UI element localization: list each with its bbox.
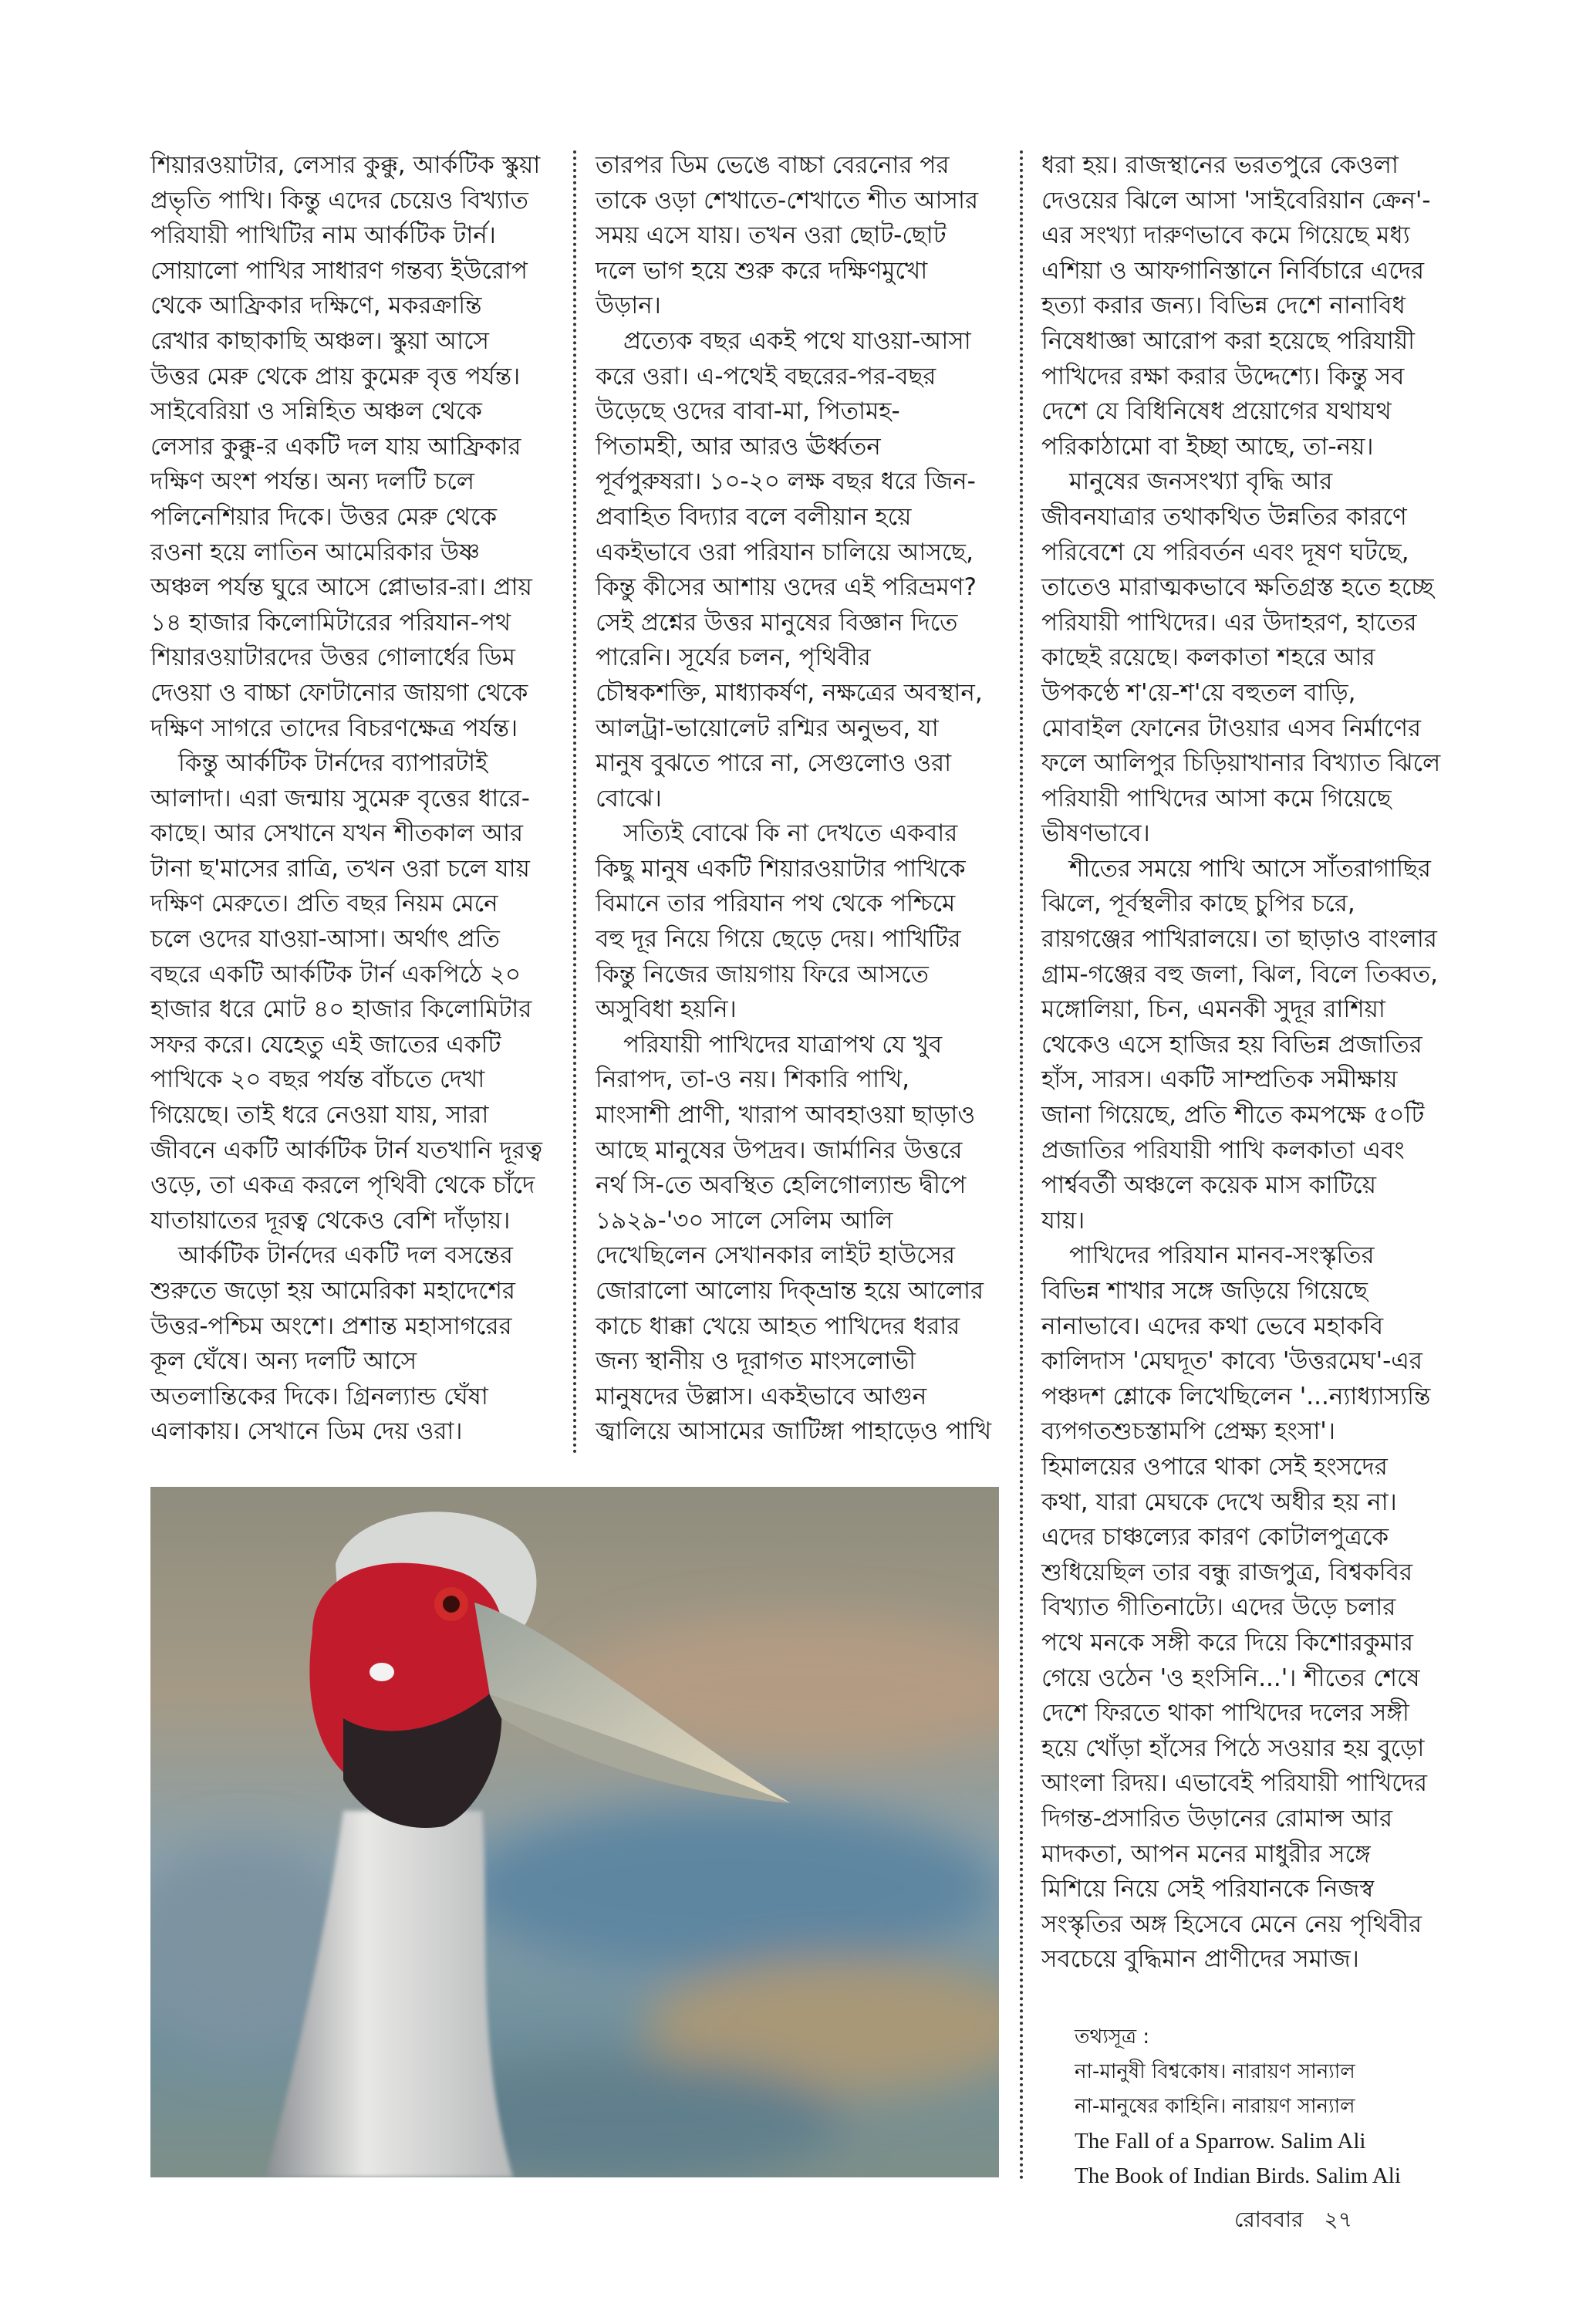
text-line: এশিয়া ও আফগানিস্তানে নির্বিচারে এদের bbox=[1041, 256, 1425, 285]
text-line: গ্রাম-গঞ্জের বহু জলা, ঝিল, বিলে তিব্বত, bbox=[1041, 960, 1438, 988]
text-line: সত্যিই বোঝে কি না দেখতে একবার bbox=[623, 819, 958, 848]
text-line: ১৯২৯-'৩০ সালে সেলিম আলি bbox=[596, 1206, 893, 1235]
text-line: মোবাইল ফোনের টাওয়ার এসব নির্মাণের bbox=[1041, 714, 1422, 742]
text-line: গিয়েছে। তাই ধরে নেওয়া যায়, সারা bbox=[150, 1101, 489, 1130]
text-line: এর সংখ্যা দারুণভাবে কমে গিয়েছে মধ্য bbox=[1041, 221, 1410, 250]
text-line: মানুষদের উল্লাস। একইভাবে আগুন bbox=[596, 1382, 927, 1410]
text-line: আছে মানুষের উপদ্রব। জার্মানির উত্তরে bbox=[596, 1136, 963, 1164]
text-line: মানুষের জনসংখ্যা বৃদ্ধি আর bbox=[1069, 468, 1333, 496]
text-line: করে ওরা। এ-পথেই বছরের-পর-বছর bbox=[596, 362, 936, 390]
text-line: কিন্তু নিজের জায়গায় ফিরে আসতে bbox=[596, 960, 929, 988]
text-line: গেয়ে ওঠেন 'ও হংসিনি...'। শীতের শেষে bbox=[1041, 1664, 1420, 1692]
text-line: আংলা রিদয়। এভাবেই পরিযায়ী পাখিদের bbox=[1041, 1769, 1428, 1798]
article-column-3 bbox=[1041, 148, 1446, 1978]
article-column-2 bbox=[596, 148, 1001, 1450]
text-line: কথা, যারা মেঘকে দেখে অধীর হয় না। bbox=[1041, 1488, 1397, 1516]
text-line: নর্থ সি-তে অবস্থিত হেলিগোল্যান্ড দ্বীপে bbox=[596, 1171, 967, 1200]
page-footer bbox=[1234, 2203, 1366, 2239]
text-line: লেসার কুক্কু-র একটি দল যায় আফ্রিকার bbox=[150, 432, 521, 461]
text-line: পাখিদের পরিযান মানব-সংস্কৃতির bbox=[1069, 1241, 1375, 1270]
reference-item: The Fall of a Sparrow. Salim Ali bbox=[1075, 2129, 1366, 2153]
text-line: দক্ষিণ মেরুতে। প্রতি বছর নিয়ম মেনে bbox=[150, 890, 498, 918]
text-line: শুরুতে জড়ো হয় আমেরিকা মহাদেশের bbox=[150, 1277, 515, 1305]
text-line: উত্তর মেরু থেকে প্রায় কুমেরু বৃত্ত পর্যন্ত। bbox=[150, 362, 521, 390]
text-line: দক্ষিণ অংশ পর্যন্ত। অন্য দলটি চলে bbox=[150, 468, 474, 496]
text-line: ব্যপগতশুচস্তামপি প্রেক্ষ্য হংসা'। bbox=[1041, 1417, 1335, 1446]
paragraph bbox=[1041, 464, 1446, 852]
text-line: যাতায়াতের দূরত্ব থেকেও বেশি দাঁড়ায়। bbox=[150, 1206, 511, 1235]
text-line: মাদকতা, আপন মনের মাধুরীর সঙ্গে bbox=[1041, 1839, 1371, 1868]
text-line: পাখিদের রক্ষা করার উদ্দেশ্যে। কিন্তু সব bbox=[1041, 362, 1405, 390]
reference-item: না-মানুষের কাহিনি। নারায়ণ সান্যাল bbox=[1075, 2095, 1355, 2118]
text-line: পার্শ্ববর্তী অঞ্চলে কয়েক মাস কাটিয়ে bbox=[1041, 1171, 1376, 1200]
text-line: বোঝে। bbox=[596, 784, 662, 812]
text-line: পলিনেশিয়ার দিকে। উত্তর মেরু থেকে bbox=[150, 502, 498, 531]
text-line: অসুবিধা হয়নি। bbox=[596, 995, 737, 1024]
text-line: উড়েছে ওদের বাবা-মা, পিতামহ- bbox=[596, 397, 900, 426]
text-line: আর্কটিক টার্নদের একটি দল বসন্তের bbox=[178, 1241, 513, 1270]
text-line: টানা ছ'মাসের রাত্রি, তখন ওরা চলে যায় bbox=[150, 854, 530, 883]
text-line: দেশে যে বিধিনিষেধ প্রয়োগের যথাযথ bbox=[1041, 397, 1392, 426]
text-line: পিতামহী, আর আরও ঊর্ধ্বতন bbox=[596, 432, 881, 461]
text-line: কিন্তু কীসের আশায় ওদের এই পরিভ্রমণ? bbox=[596, 573, 977, 602]
paragraph bbox=[150, 746, 555, 1238]
text-line: রায়গঞ্জের পাখিরালয়ে। তা ছাড়াও বাংলার bbox=[1041, 925, 1437, 954]
text-line: দলে ভাগ হয়ে শুরু করে দক্ষিণমুখো bbox=[596, 256, 928, 285]
text-line: জোরালো আলোয় দিক্‌ভ্রান্ত হয়ে আলোর bbox=[596, 1277, 984, 1305]
text-line: দিগন্ত-প্রসারিত উড়ানের রোমান্স আর bbox=[1041, 1804, 1393, 1833]
text-line: শিয়ারওয়াটারদের উত্তর গোলার্ধের ডিম bbox=[150, 643, 515, 672]
text-line: এদের চাঞ্চল্যের কারণ কোটালপুত্রকে bbox=[1041, 1523, 1389, 1552]
text-line: জ্বালিয়ে আসামের জাটিঙ্গা পাহাড়েও পাখি bbox=[596, 1417, 992, 1446]
sarus-crane-photo bbox=[150, 1487, 999, 2177]
text-line: ভীষণভাবে। bbox=[1041, 819, 1150, 848]
text-line: উপকণ্ঠে শ'য়ে-শ'য়ে বহুতল বাড়ি, bbox=[1041, 678, 1356, 707]
text-line: প্রজাতির পরিযায়ী পাখি কলকাতা এবং bbox=[1041, 1136, 1405, 1164]
text-line: পথে মনকে সঙ্গী করে দিয়ে কিশোরকুমার bbox=[1041, 1628, 1414, 1657]
reference-item: না-মানুষী বিশ্বকোষ। নারায়ণ সান্যাল bbox=[1075, 2060, 1355, 2083]
text-line: সফর করে। যেহেতু এই জাতের একটি bbox=[150, 1030, 501, 1059]
references bbox=[1075, 2020, 1401, 2194]
text-line: পরিযায়ী পাখিটির নাম আর্কটিক টার্ন। bbox=[150, 221, 496, 250]
text-line: মানুষ বুঝতে পারে না, সেগুলোও ওরা bbox=[596, 749, 952, 778]
text-line: কাচে ধাক্কা খেয়ে আহত পাখিদের ধরার bbox=[596, 1312, 960, 1340]
text-line: বছরে একটি আর্কটিক টার্ন একপিঠে ২০ bbox=[150, 960, 521, 988]
text-line: নানাভাবে। এদের কথা ভেবে মহাকবি bbox=[1041, 1312, 1384, 1340]
text-line: পূর্বপুরুষরা। ১০-২০ লক্ষ বছর ধরে জিন- bbox=[596, 468, 976, 496]
text-line: ১৪ হাজার কিলোমিটারের পরিযান-পথ bbox=[150, 608, 511, 637]
text-line: অঞ্চল পর্যন্ত ঘুরে আসে প্লোভার-রা। প্রায় bbox=[150, 573, 532, 602]
text-line: পারেনি। সূর্যের চলন, পৃথিবীর bbox=[596, 643, 871, 672]
text-line: হাজার ধরে মোট ৪০ হাজার কিলোমিটার bbox=[150, 995, 532, 1024]
text-line: মাংসাশী প্রাণী, খারাপ আবহাওয়া ছাড়াও bbox=[596, 1101, 976, 1130]
paragraph bbox=[150, 1238, 555, 1450]
text-line: প্রত্যেক বছর একই পথে যাওয়া-আসা bbox=[623, 326, 971, 355]
text-line: ঝিলে, পূর্বস্থলীর কাছে চুপির চরে, bbox=[1041, 890, 1355, 918]
text-line: সেই প্রশ্নের উত্তর মানুষের বিজ্ঞান দিতে bbox=[596, 608, 958, 637]
text-line: পরিকাঠামো বা ইচ্ছা আছে, তা-নয়। bbox=[1041, 432, 1374, 461]
text-line: হত্যা করার জন্য। বিভিন্ন দেশে নানাবিধ bbox=[1041, 292, 1406, 320]
paragraph bbox=[596, 148, 1001, 324]
text-line: সবচেয়ে বুদ্ধিমান প্রাণীদের সমাজ। bbox=[1041, 1945, 1359, 1974]
text-line: ওড়ে, তা একত্র করলে পৃথিবী থেকে চাঁদে bbox=[150, 1171, 535, 1200]
paragraph bbox=[1041, 148, 1446, 464]
text-line: একইভাবে ওরা পরিযান চালিয়ে আসছে, bbox=[596, 538, 974, 566]
paragraph bbox=[1041, 852, 1446, 1239]
paragraph bbox=[1041, 1238, 1446, 1977]
text-line: থেকে আফ্রিকার দক্ষিণে, মকরক্রান্তি bbox=[150, 292, 482, 320]
text-line: পরিযায়ী পাখিদের আসা কমে গিয়েছে bbox=[1041, 784, 1392, 812]
column-divider bbox=[573, 150, 576, 1454]
text-line: প্রবাহিত বিদ্যার বলে বলীয়ান হয়ে bbox=[596, 502, 912, 531]
text-line: পরিযায়ী পাখিদের যাত্রাপথ যে খুব bbox=[623, 1030, 943, 1059]
text-line: ধরা হয়। রাজস্থানের ভরতপুরে কেওলা bbox=[1041, 151, 1399, 179]
text-line: এলাকায়। সেখানে ডিম দেয় ওরা। bbox=[150, 1417, 463, 1446]
text-line: সংস্কৃতির অঙ্গ হিসেবে মেনে নেয় পৃথিবীর bbox=[1041, 1910, 1422, 1938]
text-line: অতলান্তিকের দিকে। গ্রিনল্যান্ড ঘেঁষা bbox=[150, 1382, 488, 1410]
text-line: কিছু মানুষ একটি শিয়ারওয়াটার পাখিকে bbox=[596, 854, 966, 883]
text-line: যায়। bbox=[1041, 1206, 1085, 1235]
text-line: বহু দূর নিয়ে গিয়ে ছেড়ে দেয়। পাখিটির bbox=[596, 925, 961, 954]
text-line: ফলে আলিপুর চিড়িয়াখানার বিখ্যাত ঝিলে bbox=[1041, 749, 1441, 778]
reference-item: The Book of Indian Birds. Salim Ali bbox=[1075, 2164, 1401, 2188]
text-line: পরিযায়ী পাখিদের। এর উদাহরণ, হাতের bbox=[1041, 608, 1417, 637]
text-line: শিয়ারওয়াটার, লেসার কুক্কু, আর্কটিক স্কুয়া bbox=[150, 151, 541, 179]
text-line: বিখ্যাত গীতিনাট্যে। এদের উড়ে চলার bbox=[1041, 1593, 1396, 1622]
text-line: কাছেই রয়েছে। কলকাতা শহরে আর bbox=[1041, 643, 1375, 672]
text-line: কাছে। আর সেখানে যখন শীতকাল আর bbox=[150, 819, 524, 848]
paragraph bbox=[596, 816, 1001, 1028]
text-line: থেকেও এসে হাজির হয় বিভিন্ন প্রজাতির bbox=[1041, 1030, 1422, 1059]
text-line: রেখার কাছাকাছি অঞ্চল। স্কুয়া আসে bbox=[150, 326, 490, 355]
text-line: জন্য স্থানীয় ও দূরাগত মাংসলোভী bbox=[596, 1347, 916, 1376]
text-line: শীতের সময়ে পাখি আসে সাঁতরাগাছির bbox=[1069, 854, 1431, 883]
text-line: জীবনযাত্রার তথাকথিত উন্নতির কারণে bbox=[1041, 502, 1407, 531]
text-line: হাঁস, সারস। একটি সাম্প্রতিক সমীক্ষায় bbox=[1041, 1066, 1398, 1094]
paragraph bbox=[596, 1028, 1001, 1450]
text-line: হিমালয়ের ওপারে থাকা সেই হংসদের bbox=[1041, 1452, 1388, 1481]
text-line: কিন্তু আর্কটিক টার্নদের ব্যাপারটাই bbox=[178, 749, 488, 778]
paragraph bbox=[150, 148, 555, 746]
text-line: নিরাপদ, তা-ও নয়। শিকারি পাখি, bbox=[596, 1066, 910, 1094]
text-line: তাতেও মারাত্মকভাবে ক্ষতিগ্রস্ত হতে হচ্ছে bbox=[1041, 573, 1434, 602]
text-line: বিমানে তার পরিযান পথ থেকে পশ্চিমে bbox=[596, 890, 956, 918]
paragraph bbox=[596, 324, 1001, 816]
text-line: সোয়ালো পাখির সাধারণ গন্তব্য ইউরোপ bbox=[150, 256, 528, 285]
text-line: জানা গিয়েছে, প্রতি শীতে কমপক্ষে ৫০টি bbox=[1041, 1101, 1425, 1130]
text-line: হয়ে খোঁড়া হাঁসের পিঠে সওয়ার হয় বুড়ো bbox=[1041, 1734, 1425, 1762]
text-line: রওনা হয়ে লাতিন আমেরিকার উষ্ণ bbox=[150, 538, 481, 566]
column-divider bbox=[1020, 150, 1023, 2181]
text-line: শুধিয়েছিল তার বন্ধু রাজপুত্র, বিশ্বকবির bbox=[1041, 1558, 1413, 1586]
article-column-1 bbox=[150, 148, 555, 1450]
text-line: বিভিন্ন শাখার সঙ্গে জড়িয়ে গিয়েছে bbox=[1041, 1277, 1368, 1305]
text-line: উত্তর-পশ্চিম অংশে। প্রশান্ত মহাসাগরের bbox=[150, 1312, 512, 1340]
text-line: কূল ঘেঁষে। অন্য দলটি আসে bbox=[150, 1347, 417, 1376]
text-line: সময় এসে যায়। তখন ওরা ছোট-ছোট bbox=[596, 221, 947, 250]
text-line: জীবনে একটি আর্কটিক টার্ন যতখানি দূরত্ব bbox=[150, 1136, 543, 1164]
text-line: তাকে ওড়া শেখাতে-শেখাতে শীত আসার bbox=[596, 186, 979, 214]
text-line: সাইবেরিয়া ও সন্নিহিত অঞ্চল থেকে bbox=[150, 397, 482, 426]
page-number: ২৭ bbox=[1324, 2207, 1352, 2232]
text-line: আলাদা। এরা জন্মায় সুমেরু বৃত্তের ধারে- bbox=[150, 784, 530, 812]
text-line: চলে ওদের যাওয়া-আসা। অর্থাৎ প্রতি bbox=[150, 925, 500, 954]
text-line: প্রভৃতি পাখি। কিন্তু এদের চেয়েও বিখ্যাত bbox=[150, 186, 528, 214]
text-line: উড়ান। bbox=[596, 292, 661, 320]
text-line: নিষেধাজ্ঞা আরোপ করা হয়েছে পরিযায়ী bbox=[1041, 326, 1415, 355]
text-line: দেওয়ের ঝিলে আসা 'সাইবেরিয়ান ক্রেন'- bbox=[1041, 186, 1431, 214]
text-line: পরিবেশে যে পরিবর্তন এবং দূষণ ঘটছে, bbox=[1041, 538, 1409, 566]
text-line: দেখেছিলেন সেখানকার লাইট হাউসের bbox=[596, 1241, 956, 1270]
text-line: আলট্রা-ভায়োলেট রশ্মির অনুভব, যা bbox=[596, 714, 939, 742]
text-line: তারপর ডিম ভেঙে বাচ্চা বেরনোর পর bbox=[596, 151, 950, 179]
text-line: মঙ্গোলিয়া, চিন, এমনকী সুদূর রাশিয়া bbox=[1041, 995, 1385, 1024]
text-line: পঞ্চদশ শ্লোকে লিখেছিলেন '...ন্যাধ্যাস্যন্তি bbox=[1041, 1382, 1431, 1410]
references-heading: তথ্যসূত্র : bbox=[1075, 2025, 1150, 2049]
text-line: দেওয়া ও বাচ্চা ফোটানোর জায়গা থেকে bbox=[150, 678, 528, 707]
text-line: দক্ষিণ সাগরে তাদের বিচরণক্ষেত্র পর্যন্ত। bbox=[150, 714, 518, 742]
magazine-name: রোববার bbox=[1234, 2207, 1304, 2232]
text-line: দেশে ফিরতে থাকা পাখিদের দলের সঙ্গী bbox=[1041, 1699, 1409, 1728]
text-line: কালিদাস 'মেঘদূত' কাব্যে 'উত্তরমেঘ'-এর bbox=[1041, 1347, 1422, 1376]
text-line: পাখিকে ২০ বছর পর্যন্ত বাঁচতে দেখা bbox=[150, 1066, 485, 1094]
text-line: চৌম্বকশক্তি, মাধ্যাকর্ষণ, নক্ষত্রের অবস্থান, bbox=[596, 678, 983, 707]
text-line: মিশিয়ে নিয়ে সেই পরিযানকে নিজস্ব bbox=[1041, 1875, 1375, 1903]
